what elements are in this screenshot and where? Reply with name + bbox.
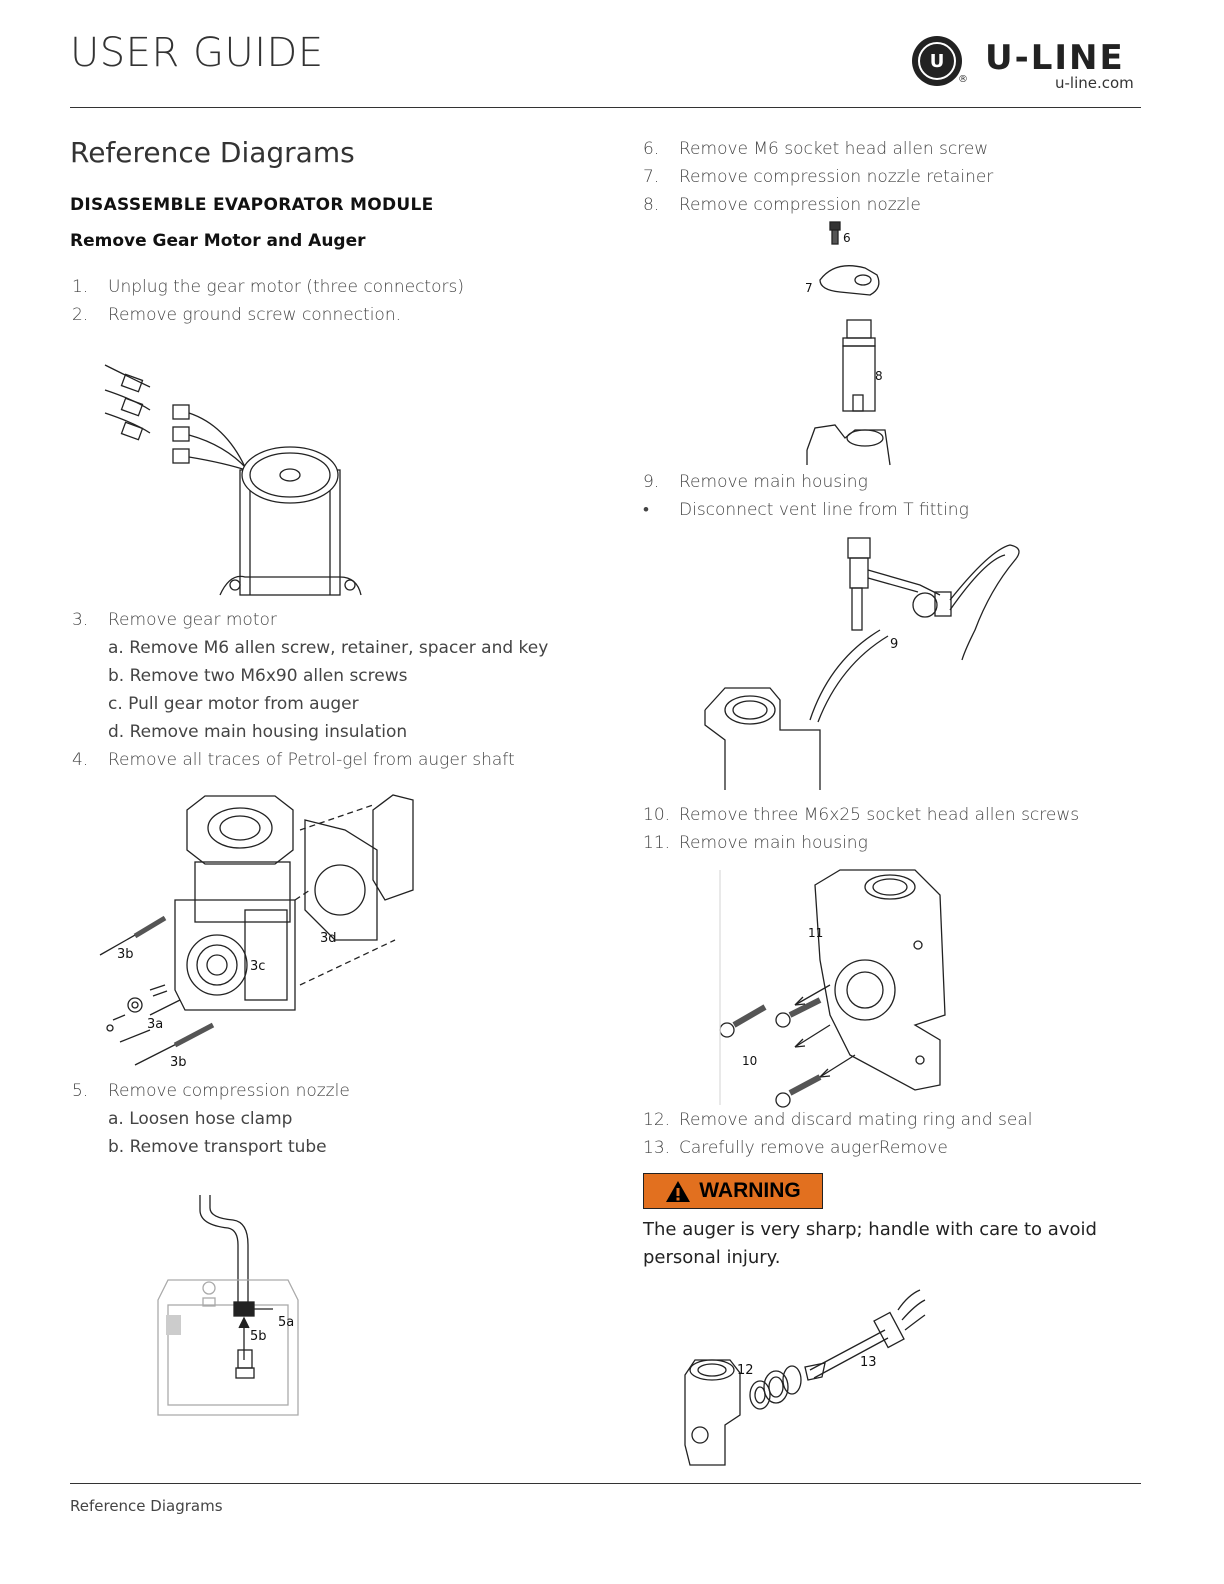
step-3d: d. Remove main housing insulation — [108, 722, 408, 742]
step-text: Remove main housing — [679, 833, 868, 853]
step-3b: b. Remove two M6x90 allen screws — [108, 666, 408, 686]
callout-7: 7 — [805, 281, 813, 295]
footer-section-name: Reference Diagrams — [70, 1497, 223, 1515]
step-number: 12. — [643, 1110, 671, 1130]
callout-13: 13 — [860, 1355, 877, 1370]
step-text: Remove M6 socket head allen screw — [679, 139, 989, 159]
callout-3d: 3d — [320, 931, 337, 946]
callout-9: 9 — [890, 637, 899, 652]
auger-removal-diagram — [680, 1285, 930, 1470]
callout-3b-lower: 3b — [170, 1055, 187, 1070]
callout-8: 8 — [875, 369, 883, 383]
warning-message: The auger is very sharp; handle with care to avoid personal injury. — [643, 1219, 1097, 1268]
module-heading: DISASSEMBLE EVAPORATOR MODULE — [70, 195, 434, 215]
step-number: 11. — [643, 833, 671, 853]
transport-tube-diagram — [148, 1190, 308, 1420]
step-text: Remove all traces of Petrol-gel from auger shaft — [108, 750, 515, 770]
step-number: 7. — [643, 167, 660, 187]
step-number: 13. — [643, 1138, 671, 1158]
warning-label-text: WARNING — [699, 1179, 801, 1202]
step-number: 10. — [643, 805, 671, 825]
step-5b: b. Remove transport tube — [108, 1137, 327, 1157]
step-number: 1. — [72, 277, 89, 297]
step-5a: a. Loosen hose clamp — [108, 1109, 293, 1129]
vent-line-diagram — [700, 530, 1030, 790]
logo-letter: U — [918, 42, 956, 80]
step-text: Unplug the gear motor (three connectors) — [108, 277, 464, 297]
callout-11: 11 — [808, 926, 824, 940]
gear-motor-exploded-diagram — [95, 790, 415, 1075]
step-number: 5. — [72, 1081, 89, 1101]
step-number: 9. — [643, 472, 660, 492]
step-text: Remove three M6x25 socket head allen screws — [679, 805, 1080, 825]
step-3a: a. Remove M6 allen screw, retainer, spacer and key — [108, 638, 549, 658]
step-text: Remove ground screw connection. — [108, 305, 402, 325]
callout-3b: 3b — [117, 947, 134, 962]
warning-triangle-icon — [665, 1180, 691, 1203]
logo-registered-mark: ® — [958, 74, 968, 85]
footer-divider — [70, 1483, 1141, 1484]
warning-label — [643, 1173, 823, 1209]
header-divider — [70, 107, 1141, 108]
callout-6: 6 — [843, 231, 851, 245]
step-3c: c. Pull gear motor from auger — [108, 694, 359, 714]
gear-motor-connectors-diagram — [95, 355, 375, 600]
step-number: 4. — [72, 750, 89, 770]
step-text: Remove compression nozzle retainer — [679, 167, 994, 187]
step-text: Remove compression nozzle — [108, 1081, 350, 1101]
step-number: 8. — [643, 195, 660, 215]
callout-12: 12 — [737, 1363, 754, 1378]
logo-wordmark: U-LINE — [985, 38, 1125, 78]
step-number: 3. — [72, 610, 89, 630]
main-housing-screws-diagram — [700, 865, 955, 1110]
u-line-logo-icon — [912, 36, 962, 86]
step-text: Remove main housing — [679, 472, 868, 492]
logo-url: u-line.com — [1055, 74, 1134, 92]
step-number: 2. — [72, 305, 89, 325]
callout-10: 10 — [742, 1054, 758, 1068]
procedure-heading: Remove Gear Motor and Auger — [70, 231, 366, 251]
compression-nozzle-diagram — [795, 220, 925, 470]
step-number: 6. — [643, 139, 660, 159]
callout-5a: 5a — [278, 1315, 295, 1330]
callout-3a: 3a — [147, 1017, 164, 1032]
bullet-marker: • — [643, 500, 649, 520]
step-text: Remove compression nozzle — [679, 195, 921, 215]
step-text: Carefully remove augerRemove — [679, 1138, 948, 1158]
step-text: Remove gear motor — [108, 610, 277, 630]
step-text: Remove and discard mating ring and seal — [679, 1110, 1033, 1130]
section-title: Reference Diagrams — [70, 136, 355, 169]
callout-3c: 3c — [250, 959, 266, 974]
callout-5b: 5b — [250, 1329, 267, 1344]
page-header-title: USER GUIDE — [70, 30, 324, 76]
step-text: Disconnect vent line from T fitting — [679, 500, 969, 520]
